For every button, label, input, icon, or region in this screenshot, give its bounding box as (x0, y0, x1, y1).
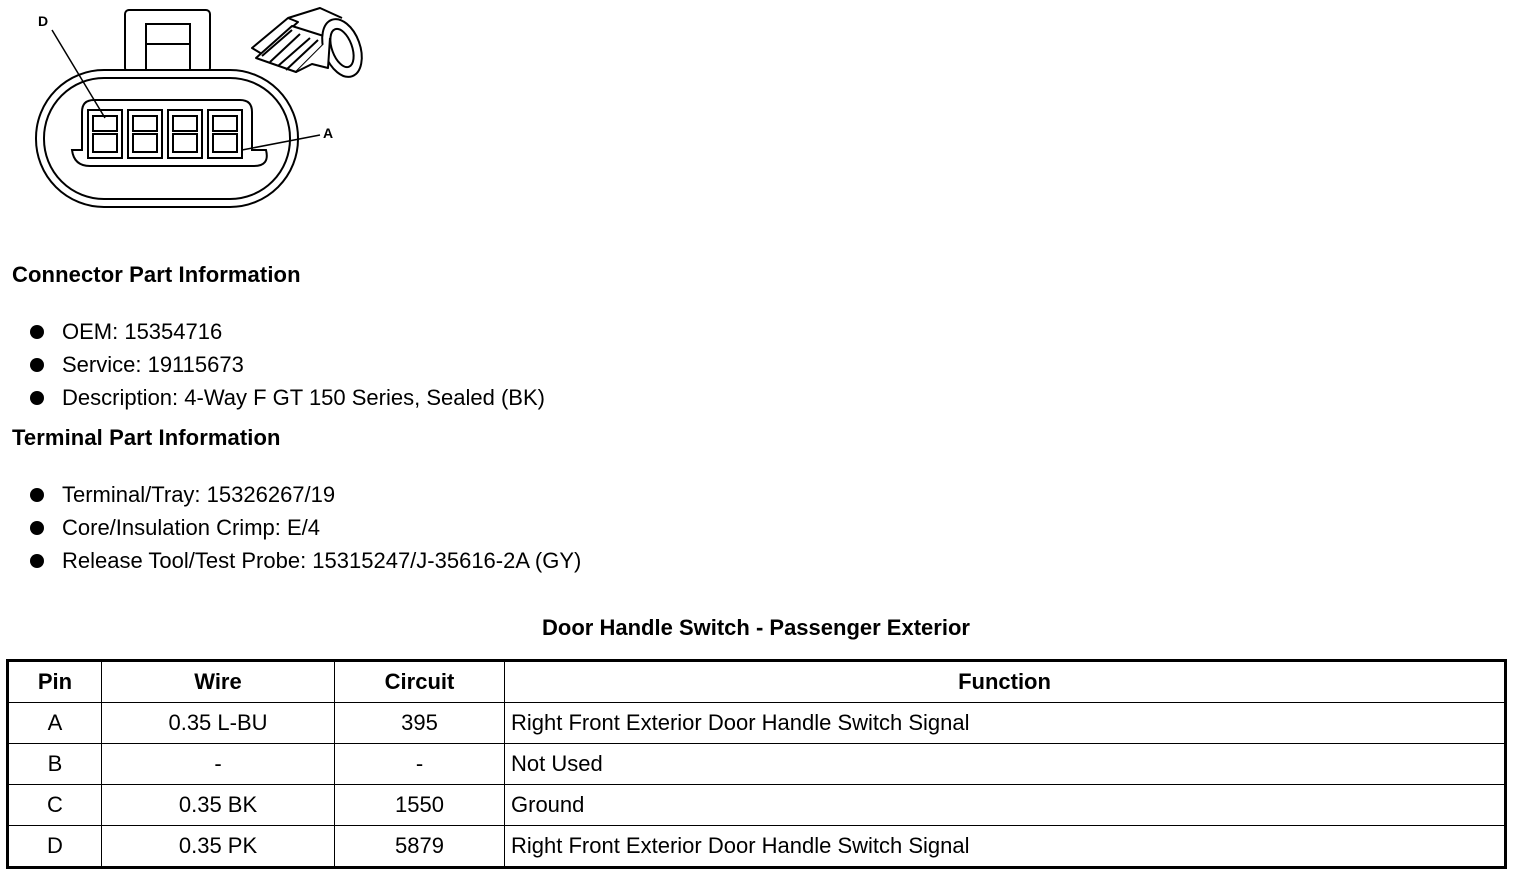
terminal-tray: Terminal/Tray: 15326267/19 (62, 482, 336, 507)
table-row (8, 703, 1506, 744)
cell-wire: 0.35 PK (102, 826, 335, 868)
list-item (28, 544, 581, 577)
callout-d-label: D (38, 13, 49, 29)
table-row (8, 744, 1506, 785)
terminal-info-heading: Terminal Part Information (12, 425, 281, 450)
cell-function: Right Front Exterior Door Handle Switch Signal (505, 826, 1506, 868)
list-item (28, 478, 581, 511)
bullet-icon (30, 391, 44, 405)
cell-circuit: 5879 (335, 826, 505, 868)
pin-table (6, 659, 1507, 869)
cell-pin: B (8, 744, 102, 785)
connector-oem: OEM: 15354716 (62, 319, 223, 344)
cell-circuit: - (335, 744, 505, 785)
cell-function: Right Front Exterior Door Handle Switch Signal (505, 703, 1506, 744)
list-item (28, 315, 545, 348)
terminal-info-list (28, 478, 581, 577)
bullet-icon (30, 325, 44, 339)
bullet-icon (30, 358, 44, 372)
header-wire: Wire (102, 661, 335, 703)
cell-wire: 0.35 BK (102, 785, 335, 826)
table-header-row (8, 661, 1506, 703)
list-item (28, 348, 545, 381)
cell-circuit: 395 (335, 703, 505, 744)
terminal-release-tool: Release Tool/Test Probe: 15315247/J-35616-2A (GY) (62, 548, 582, 573)
table-row (8, 826, 1506, 868)
list-item (28, 381, 545, 414)
header-circuit: Circuit (335, 661, 505, 703)
connector-diagram (30, 0, 370, 215)
connector-3d-view-icon (252, 8, 369, 82)
connector-info-list (28, 315, 545, 414)
cell-pin: D (8, 826, 102, 868)
callout-a-label: A (323, 125, 334, 141)
header-function: Function (505, 661, 1506, 703)
cell-function: Not Used (505, 744, 1506, 785)
cell-wire: 0.35 L-BU (102, 703, 335, 744)
header-pin: Pin (8, 661, 102, 703)
cell-pin: A (8, 703, 102, 744)
cell-function: Ground (505, 785, 1506, 826)
cell-wire: - (102, 744, 335, 785)
connector-service: Service: 19115673 (62, 352, 244, 377)
terminal-crimp: Core/Insulation Crimp: E/4 (62, 515, 320, 540)
table-row (8, 785, 1506, 826)
bullet-icon (30, 554, 44, 568)
table-title: Door Handle Switch - Passenger Exterior (542, 615, 970, 640)
bullet-icon (30, 521, 44, 535)
cell-pin: C (8, 785, 102, 826)
connector-info-heading: Connector Part Information (12, 262, 301, 287)
connector-description: Description: 4-Way F GT 150 Series, Sealed (BK) (62, 385, 545, 410)
bullet-icon (30, 488, 44, 502)
list-item (28, 511, 581, 544)
cell-circuit: 1550 (335, 785, 505, 826)
